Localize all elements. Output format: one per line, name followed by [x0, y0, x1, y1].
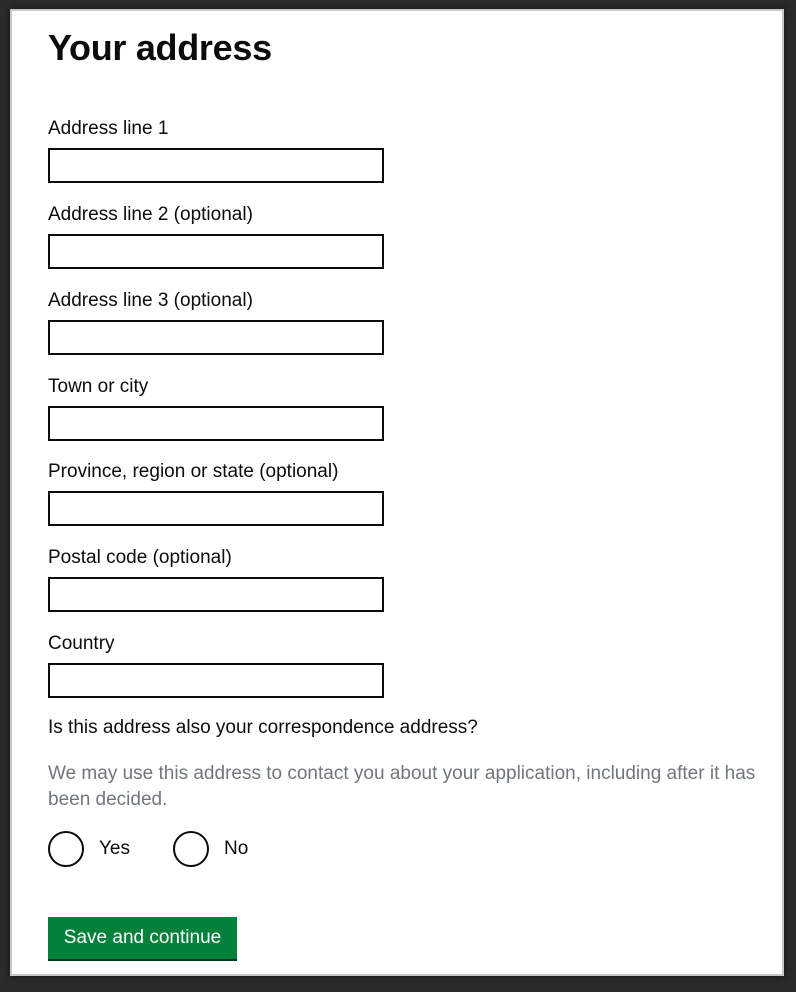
- save-and-continue-button[interactable]: Save and continue: [48, 917, 237, 959]
- province-label: Province, region or state (optional): [48, 461, 339, 482]
- postal-code-label: Postal code (optional): [48, 547, 232, 568]
- radio-yes-label[interactable]: Yes: [99, 838, 130, 859]
- country-label: Country: [48, 633, 115, 654]
- country-input[interactable]: [48, 663, 384, 698]
- radio-no[interactable]: [173, 831, 248, 867]
- address-line-1-input[interactable]: [48, 148, 384, 183]
- address-line-2-label: Address line 2 (optional): [48, 204, 253, 225]
- address-line-1-label: Address line 1: [48, 118, 169, 139]
- town-label: Town or city: [48, 376, 149, 397]
- radio-yes-circle[interactable]: [48, 831, 84, 867]
- radio-no-label[interactable]: No: [224, 838, 249, 859]
- page-panel: [10, 9, 784, 976]
- radio-yes[interactable]: [48, 831, 130, 867]
- correspondence-question: Is this address also your correspondence address?: [48, 717, 478, 738]
- address-line-3-label: Address line 3 (optional): [48, 290, 253, 311]
- page-title: Your address: [48, 27, 272, 68]
- town-input[interactable]: [48, 406, 384, 441]
- radio-no-circle[interactable]: [173, 831, 209, 867]
- address-line-3-input[interactable]: [48, 320, 384, 355]
- province-input[interactable]: [48, 491, 384, 526]
- postal-code-input[interactable]: [48, 577, 384, 612]
- address-line-2-input[interactable]: [48, 234, 384, 269]
- correspondence-hint: We may use this address to contact you about your application, including after it has been decided.: [48, 763, 756, 810]
